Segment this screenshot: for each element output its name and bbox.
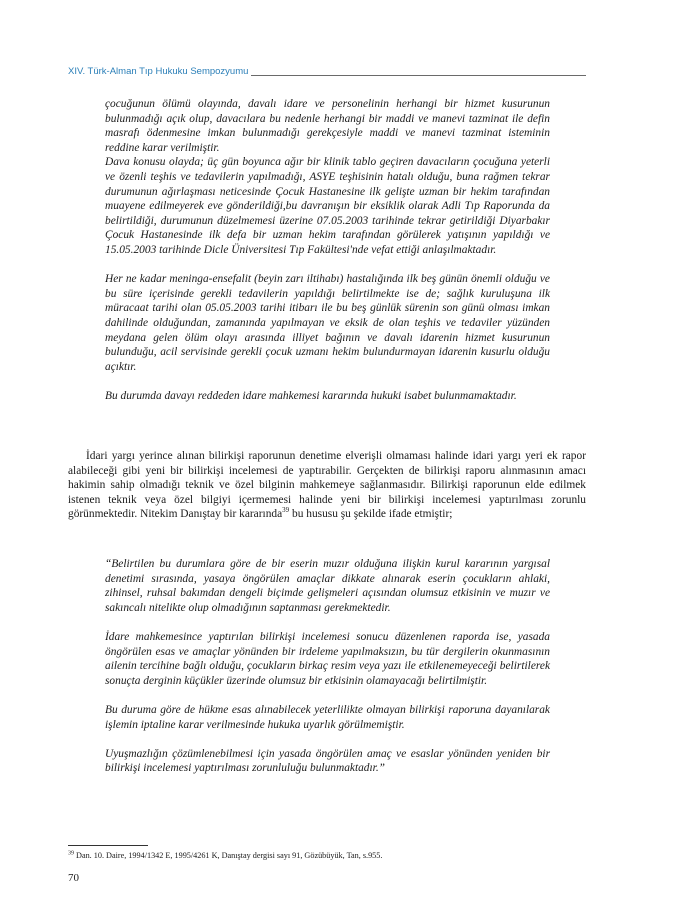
- footnote-number: 39: [68, 850, 74, 857]
- quote-block-court-decision: [105, 97, 550, 403]
- quote-paragraph: “Belirtilen bu durumlara göre de bir eserin muzır olduğuna ilişkin kurul kararının yargısal denetimi sırasında, yasaya öngörülen amaçlar dikkate alınarak eserin çocukların ahlaki, zihinsel, ruhsal bakımdan dengeli biçimde gelişmeleri açısından olumsuz etkisinin ve muzır ve sakıncalı nitelikte olup olmadığının saptanması gerekmektedir.: [105, 558, 550, 614]
- quote-paragraph: Her ne kadar meninga-ensefalit (beyin zarı iltihabı) hastalığında ilk beş günün önemli olduğu ve bu süre içerisinde gerekli tedavilerin yapıldığı belirtilmekte ise de; sağlık kuruluşuna ilk müracaat tarihi olan 05.05.2003 tarihi itibarı ile bu beş günlük sürenin son günü olması imkan dahilinde olduğundan, zamanında yapılmayan ve eksik de olan teşhis ve tedaviler yüzünden meydana gelen ölüm olayı arasında illiyet bağının ve davalı idarenin hizmet kusurunun bulunduğu, acil servisinde gerekli çocuk uzmanı hekim bulundurmayan idarenin kusurlu olduğu açıktır.: [105, 273, 550, 373]
- page-number: 70: [68, 872, 79, 884]
- running-header: [68, 66, 586, 78]
- footnote-reference[interactable]: 39: [282, 506, 290, 515]
- quote-paragraph: Bu durumda davayı reddeden idare mahkemesi kararında hukuki isabet bulunmamaktadır.: [105, 389, 517, 402]
- quote-paragraph: İdare mahkemesince yaptırılan bilirkişi incelemesi sonucu düzenlenen raporda ise, yasada öngörülen esas ve amaçlar yönünden bir irdeleme yapılmaksızın, bu tür dergilerin okunmasının ailenin tercihine bağlı olduğu, çocukların birkaç resim veya yazı ile etkilenemeyeceği belirtilerek sonuçta derginin küçükler üzerinde olumsuz bir etkisinin olamayacağı belirtilmiştir.: [105, 630, 550, 687]
- quote-paragraph: çocuğunun ölümü olayında, davalı idare ve personelinin herhangi bir hizmet kusurunun bulunmadığı açık olup, davacılara bu nedenle herhangi bir maddi ve manevi tazminat ile defin masrafı ödenmesine imkan bulunmadığı gerekçesiyle maddi ve manevi tazminat isteminin reddine karar verilmiştir.: [105, 98, 550, 154]
- header-rule: [251, 75, 586, 76]
- footnote-text: Dan. 10. Daire, 1994/1342 E, 1995/4261 K, Danıştay dergisi sayı 91, Gözübüyük, Tan, s.955.: [74, 851, 383, 860]
- body-text: bu hususu şu şekilde ifade etmiştir;: [289, 508, 453, 521]
- quote-paragraph: Bu duruma göre de hükme esas alınabilecek yeterlilikte olmayan bilirkişi raporuna dayanılarak işlemin iptaline karar verilmesinde hukuka uyarlık görülmemiştir.: [105, 703, 550, 731]
- quote-block-danistay: [105, 557, 550, 791]
- footnote-divider: [68, 845, 148, 846]
- quote-paragraph: Uyuşmazlığın çözümlenebilmesi için yasada öngörülen amaç ve esaslar yönünden yeniden bir bilirkişi incelemesi yaptırılması zorunluluğu bulunmaktadır.”: [105, 747, 550, 775]
- body-text: İdari yargı yerince alınan bilirkişi raporunun denetime elverişli olmaması halinde idari yargı yeri ek rapor alabileceği gibi yeni bir bilirkişi incelemesi de yaptırabilir. Gerçekten de bilirkişi raporu alınmasının amacı hakimin sahip olmadığı teknik ve özel bilginin mahkemeye sağlanmasıdır. Bilirkişi raporunun elde edilmek istenen teknik veya özel bilgiyi içermemesi halinde yeni bir bilirkişi incelemesi yaptırılması zorunlu görünmektedir. Nitekim Danıştay bir kararında: [68, 450, 586, 521]
- quote-paragraph: Dava konusu olayda; üç gün boyunca ağır bir klinik tablo geçiren davacıların çocuğuna yeterli ve özenli teşhis ve tedavilerin yapılmadığı, ASYE teşhisinin hatalı olduğu, buna rağmen tekrar durumunun ağırlaşması neticesinde Çocuk Hastanesine ilk gelişte uzman bir hekim tarafından muayene edilmeyerek eve gönderildiği,bu davranışın bir eksiklik olarak Adli Tıp Raporunda da belirtildiği, durumunun düzelmemesi üzerine 07.05.2003 tarihinde tekrar getirildiği Diyarbakır Çocuk Hastanesinde ilk defa bir uzman hekim tarafından görülerek yatışının yapıldığı ve 15.05.2003 tarihinde Dicle Üniversitesi Tıp Fakültesi'nde vefat ettiği anlaşılmaktadır.: [105, 156, 550, 256]
- header-title: XIV. Türk-Alman Tıp Hukuku Sempozyumu: [68, 66, 249, 77]
- body-paragraph: [68, 449, 586, 522]
- footnote: [68, 850, 586, 861]
